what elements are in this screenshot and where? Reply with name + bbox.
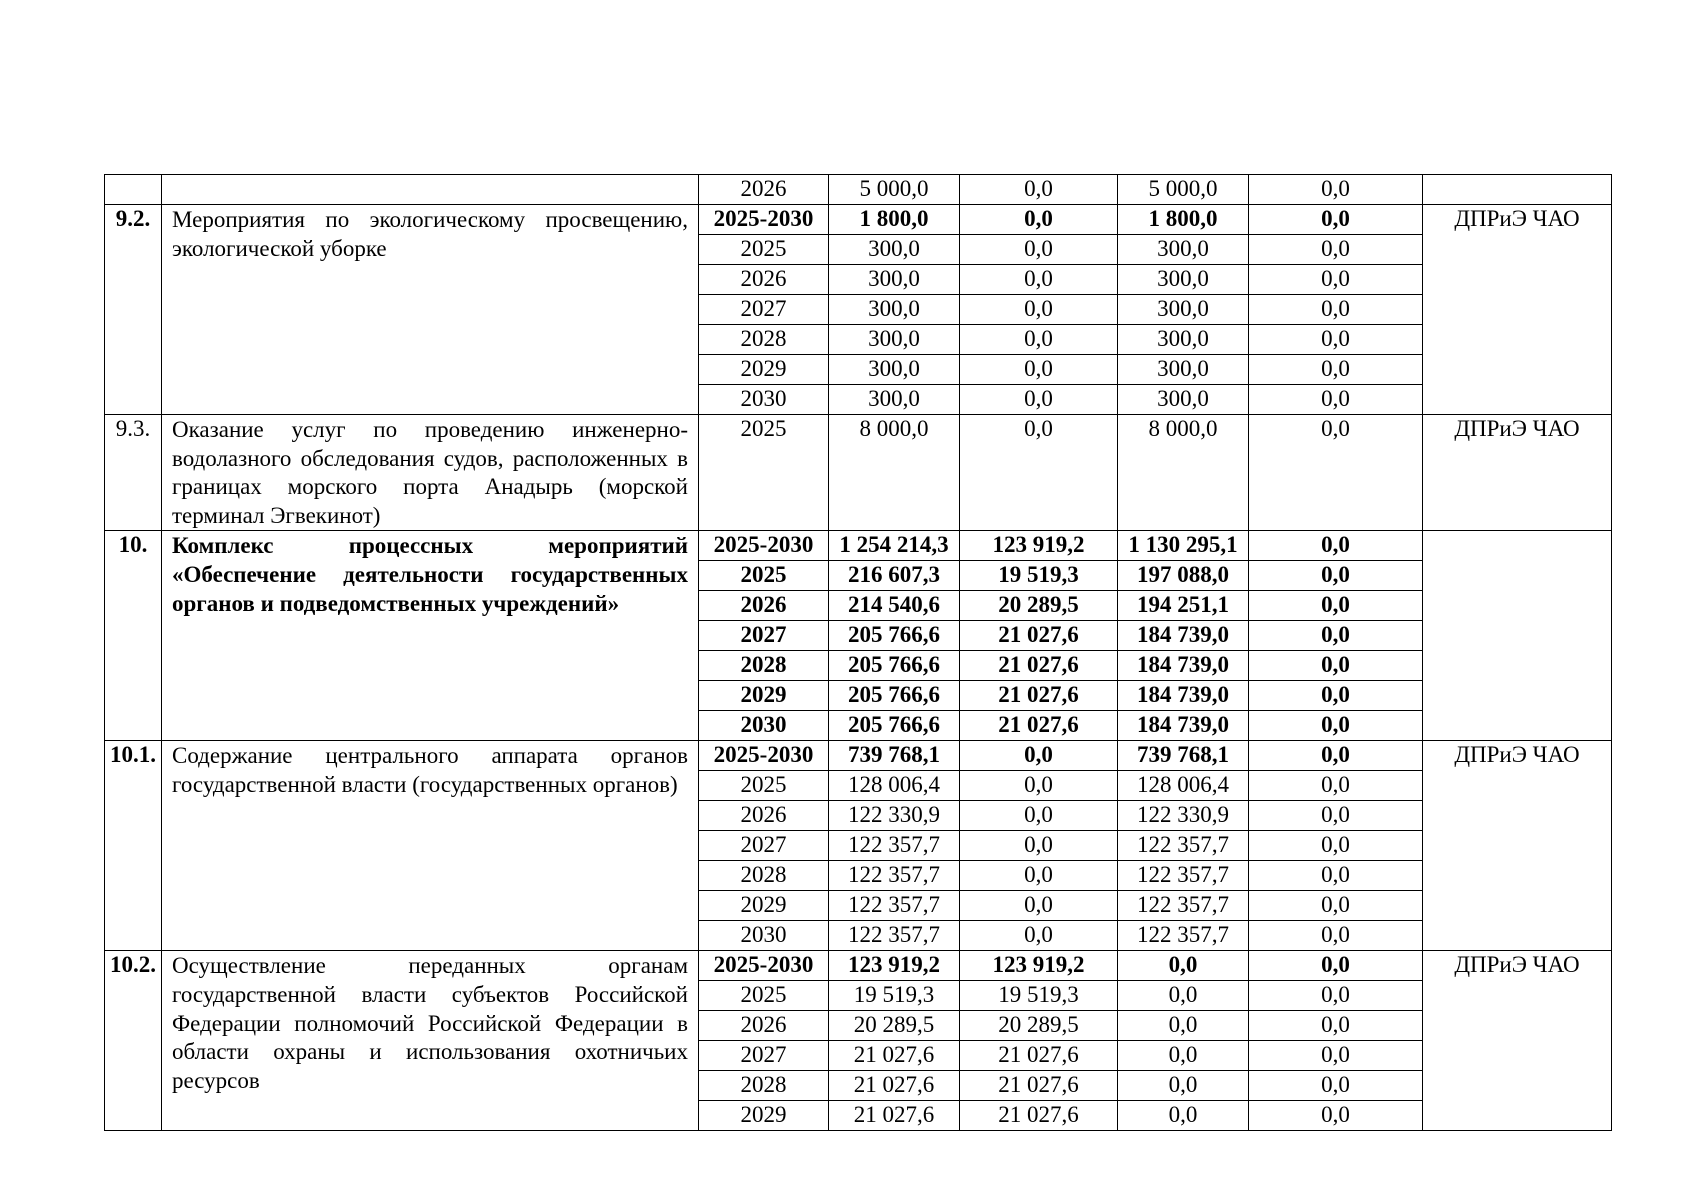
- other-sources-cell: 0,0: [1249, 621, 1423, 651]
- period-cell: 2025-2030: [699, 741, 829, 771]
- regional-budget-cell: 739 768,1: [1118, 741, 1249, 771]
- item-number-cell: 10.: [105, 531, 162, 741]
- table-body: [105, 175, 1612, 1131]
- other-sources-cell: 0,0: [1249, 1101, 1423, 1131]
- other-sources-cell: 0,0: [1249, 771, 1423, 801]
- other-sources-cell: 0,0: [1249, 1071, 1423, 1101]
- other-sources-cell: 0,0: [1249, 531, 1423, 561]
- table-row: [105, 205, 1612, 235]
- responsible-executor-cell: ДПРиЭ ЧАО: [1423, 951, 1612, 1131]
- federal-budget-cell: 19 519,3: [960, 561, 1118, 591]
- total-amount-cell: 21 027,6: [829, 1071, 960, 1101]
- period-cell: 2025: [699, 235, 829, 265]
- regional-budget-cell: 122 357,7: [1118, 891, 1249, 921]
- period-cell: 2028: [699, 861, 829, 891]
- regional-budget-cell: 197 088,0: [1118, 561, 1249, 591]
- federal-budget-cell: 0,0: [960, 355, 1118, 385]
- regional-budget-cell: 300,0: [1118, 355, 1249, 385]
- federal-budget-cell: 0,0: [960, 415, 1118, 531]
- regional-budget-cell: 122 357,7: [1118, 861, 1249, 891]
- period-cell: 2029: [699, 1101, 829, 1131]
- total-amount-cell: 21 027,6: [829, 1101, 960, 1131]
- federal-budget-cell: 0,0: [960, 385, 1118, 415]
- responsible-executor-cell: [1423, 531, 1612, 741]
- funding-table: [104, 174, 1612, 1131]
- period-cell: 2026: [699, 265, 829, 295]
- regional-budget-cell: 1 800,0: [1118, 205, 1249, 235]
- total-amount-cell: 739 768,1: [829, 741, 960, 771]
- other-sources-cell: 0,0: [1249, 385, 1423, 415]
- regional-budget-cell: 194 251,1: [1118, 591, 1249, 621]
- period-cell: 2025: [699, 415, 829, 531]
- total-amount-cell: 21 027,6: [829, 1041, 960, 1071]
- period-cell: 2027: [699, 295, 829, 325]
- regional-budget-cell: 0,0: [1118, 1011, 1249, 1041]
- other-sources-cell: 0,0: [1249, 981, 1423, 1011]
- other-sources-cell: 0,0: [1249, 651, 1423, 681]
- item-number-cell: 9.2.: [105, 205, 162, 415]
- other-sources-cell: 0,0: [1249, 415, 1423, 531]
- regional-budget-cell: 300,0: [1118, 385, 1249, 415]
- period-cell: 2030: [699, 921, 829, 951]
- total-amount-cell: 1 800,0: [829, 205, 960, 235]
- total-amount-cell: 19 519,3: [829, 981, 960, 1011]
- total-amount-cell: 300,0: [829, 385, 960, 415]
- total-amount-cell: 122 357,7: [829, 831, 960, 861]
- period-cell: 2029: [699, 891, 829, 921]
- total-amount-cell: 300,0: [829, 235, 960, 265]
- period-cell: 2029: [699, 355, 829, 385]
- regional-budget-cell: 184 739,0: [1118, 651, 1249, 681]
- federal-budget-cell: 0,0: [960, 921, 1118, 951]
- period-cell: 2026: [699, 175, 829, 205]
- other-sources-cell: 0,0: [1249, 681, 1423, 711]
- regional-budget-cell: 128 006,4: [1118, 771, 1249, 801]
- period-cell: 2025: [699, 561, 829, 591]
- regional-budget-cell: 300,0: [1118, 325, 1249, 355]
- table-row: [105, 175, 1612, 205]
- total-amount-cell: 122 330,9: [829, 801, 960, 831]
- table-row: [105, 951, 1612, 981]
- total-amount-cell: 300,0: [829, 295, 960, 325]
- item-number-cell: [105, 175, 162, 205]
- item-number-cell: 9.3.: [105, 415, 162, 531]
- federal-budget-cell: 21 027,6: [960, 1101, 1118, 1131]
- period-cell: 2025-2030: [699, 951, 829, 981]
- total-amount-cell: 205 766,6: [829, 711, 960, 741]
- table-row: [105, 531, 1612, 561]
- item-number-cell: 10.2.: [105, 951, 162, 1131]
- federal-budget-cell: 20 289,5: [960, 1011, 1118, 1041]
- other-sources-cell: 0,0: [1249, 265, 1423, 295]
- federal-budget-cell: 21 027,6: [960, 681, 1118, 711]
- total-amount-cell: 1 254 214,3: [829, 531, 960, 561]
- regional-budget-cell: 0,0: [1118, 951, 1249, 981]
- period-cell: 2028: [699, 651, 829, 681]
- total-amount-cell: 300,0: [829, 265, 960, 295]
- total-amount-cell: 216 607,3: [829, 561, 960, 591]
- period-cell: 2027: [699, 621, 829, 651]
- period-cell: 2030: [699, 711, 829, 741]
- federal-budget-cell: 123 919,2: [960, 951, 1118, 981]
- table-row: [105, 415, 1612, 531]
- federal-budget-cell: 21 027,6: [960, 651, 1118, 681]
- item-description-cell: Комплекс процессных мероприятий «Обеспечение деятельности государственных органов и подведомственных учреждений»: [162, 531, 699, 741]
- other-sources-cell: 0,0: [1249, 591, 1423, 621]
- regional-budget-cell: 0,0: [1118, 1041, 1249, 1071]
- period-cell: 2030: [699, 385, 829, 415]
- total-amount-cell: 205 766,6: [829, 621, 960, 651]
- regional-budget-cell: 0,0: [1118, 1101, 1249, 1131]
- period-cell: 2028: [699, 1071, 829, 1101]
- other-sources-cell: 0,0: [1249, 1011, 1423, 1041]
- period-cell: 2027: [699, 831, 829, 861]
- regional-budget-cell: 0,0: [1118, 1071, 1249, 1101]
- other-sources-cell: 0,0: [1249, 861, 1423, 891]
- responsible-executor-cell: [1423, 175, 1612, 205]
- federal-budget-cell: 21 027,6: [960, 711, 1118, 741]
- total-amount-cell: 8 000,0: [829, 415, 960, 531]
- total-amount-cell: 128 006,4: [829, 771, 960, 801]
- other-sources-cell: 0,0: [1249, 801, 1423, 831]
- regional-budget-cell: 122 357,7: [1118, 831, 1249, 861]
- regional-budget-cell: 184 739,0: [1118, 711, 1249, 741]
- federal-budget-cell: 0,0: [960, 235, 1118, 265]
- period-cell: 2026: [699, 1011, 829, 1041]
- table-row: [105, 741, 1612, 771]
- federal-budget-cell: 0,0: [960, 325, 1118, 355]
- federal-budget-cell: 0,0: [960, 831, 1118, 861]
- total-amount-cell: 123 919,2: [829, 951, 960, 981]
- regional-budget-cell: 1 130 295,1: [1118, 531, 1249, 561]
- item-description-cell: [162, 175, 699, 205]
- item-description-cell: Оказание услуг по проведению инженерно-водолазного обследования судов, расположенных в границах морского порта Анадырь (морской терминал Эгвекинот): [162, 415, 699, 531]
- federal-budget-cell: 21 027,6: [960, 1071, 1118, 1101]
- other-sources-cell: 0,0: [1249, 205, 1423, 235]
- item-number-cell: 10.1.: [105, 741, 162, 951]
- regional-budget-cell: 5 000,0: [1118, 175, 1249, 205]
- responsible-executor-cell: ДПРиЭ ЧАО: [1423, 205, 1612, 415]
- other-sources-cell: 0,0: [1249, 951, 1423, 981]
- total-amount-cell: 300,0: [829, 325, 960, 355]
- period-cell: 2025: [699, 981, 829, 1011]
- period-cell: 2025-2030: [699, 531, 829, 561]
- total-amount-cell: 20 289,5: [829, 1011, 960, 1041]
- federal-budget-cell: 21 027,6: [960, 621, 1118, 651]
- federal-budget-cell: 0,0: [960, 175, 1118, 205]
- federal-budget-cell: 19 519,3: [960, 981, 1118, 1011]
- federal-budget-cell: 0,0: [960, 205, 1118, 235]
- federal-budget-cell: 0,0: [960, 295, 1118, 325]
- total-amount-cell: 122 357,7: [829, 891, 960, 921]
- regional-budget-cell: 8 000,0: [1118, 415, 1249, 531]
- federal-budget-cell: 20 289,5: [960, 591, 1118, 621]
- other-sources-cell: 0,0: [1249, 175, 1423, 205]
- federal-budget-cell: 0,0: [960, 741, 1118, 771]
- federal-budget-cell: 0,0: [960, 861, 1118, 891]
- item-description-cell: Содержание центрального аппарата органов государственной власти (государственных органов): [162, 741, 699, 951]
- total-amount-cell: 122 357,7: [829, 861, 960, 891]
- item-description-cell: Мероприятия по экологическому просвещению, экологической уборке: [162, 205, 699, 415]
- regional-budget-cell: 184 739,0: [1118, 681, 1249, 711]
- other-sources-cell: 0,0: [1249, 1041, 1423, 1071]
- regional-budget-cell: 300,0: [1118, 235, 1249, 265]
- regional-budget-cell: 122 330,9: [1118, 801, 1249, 831]
- period-cell: 2026: [699, 801, 829, 831]
- other-sources-cell: 0,0: [1249, 235, 1423, 265]
- total-amount-cell: 205 766,6: [829, 651, 960, 681]
- item-description-cell: Осуществление переданных органам государственной власти субъектов Российской Федерации полномочий Российской Федерации в области охраны и использования охотничьих ресурсов: [162, 951, 699, 1131]
- period-cell: 2027: [699, 1041, 829, 1071]
- period-cell: 2025-2030: [699, 205, 829, 235]
- regional-budget-cell: 184 739,0: [1118, 621, 1249, 651]
- responsible-executor-cell: ДПРиЭ ЧАО: [1423, 741, 1612, 951]
- total-amount-cell: 214 540,6: [829, 591, 960, 621]
- total-amount-cell: 300,0: [829, 355, 960, 385]
- other-sources-cell: 0,0: [1249, 355, 1423, 385]
- total-amount-cell: 5 000,0: [829, 175, 960, 205]
- federal-budget-cell: 123 919,2: [960, 531, 1118, 561]
- period-cell: 2028: [699, 325, 829, 355]
- regional-budget-cell: 300,0: [1118, 265, 1249, 295]
- other-sources-cell: 0,0: [1249, 891, 1423, 921]
- period-cell: 2025: [699, 771, 829, 801]
- other-sources-cell: 0,0: [1249, 295, 1423, 325]
- federal-budget-cell: 0,0: [960, 801, 1118, 831]
- other-sources-cell: 0,0: [1249, 561, 1423, 591]
- regional-budget-cell: 122 357,7: [1118, 921, 1249, 951]
- period-cell: 2029: [699, 681, 829, 711]
- regional-budget-cell: 0,0: [1118, 981, 1249, 1011]
- other-sources-cell: 0,0: [1249, 741, 1423, 771]
- total-amount-cell: 122 357,7: [829, 921, 960, 951]
- regional-budget-cell: 300,0: [1118, 295, 1249, 325]
- federal-budget-cell: 21 027,6: [960, 1041, 1118, 1071]
- federal-budget-cell: 0,0: [960, 891, 1118, 921]
- other-sources-cell: 0,0: [1249, 831, 1423, 861]
- federal-budget-cell: 0,0: [960, 771, 1118, 801]
- federal-budget-cell: 0,0: [960, 265, 1118, 295]
- other-sources-cell: 0,0: [1249, 711, 1423, 741]
- other-sources-cell: 0,0: [1249, 921, 1423, 951]
- total-amount-cell: 205 766,6: [829, 681, 960, 711]
- period-cell: 2026: [699, 591, 829, 621]
- other-sources-cell: 0,0: [1249, 325, 1423, 355]
- responsible-executor-cell: ДПРиЭ ЧАО: [1423, 415, 1612, 531]
